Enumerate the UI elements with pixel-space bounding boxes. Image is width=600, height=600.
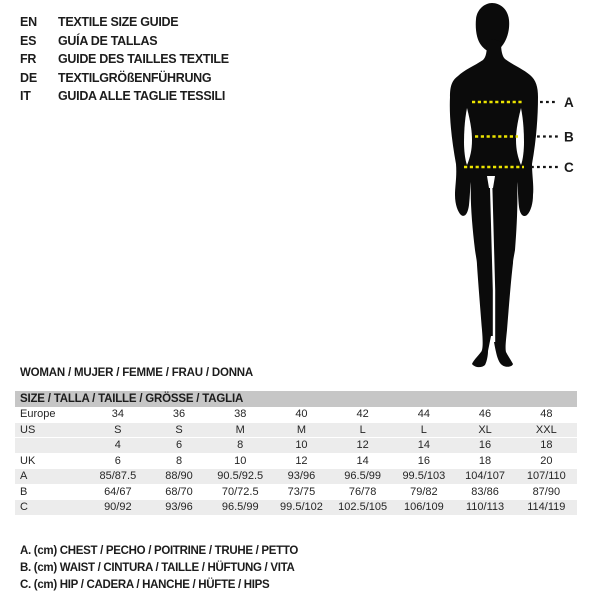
- size-cell: XL: [454, 422, 515, 438]
- size-cell: 16: [393, 453, 454, 469]
- row-label: US: [15, 422, 87, 438]
- measurement-legend: [20, 543, 298, 594]
- row-label: C: [15, 500, 87, 516]
- size-cell: 8: [210, 438, 271, 454]
- size-cell: 106/109: [393, 500, 454, 516]
- size-cell: 20: [516, 453, 577, 469]
- size-cell: 14: [332, 453, 393, 469]
- size-cell: 4: [87, 438, 148, 454]
- language-label: GUIDE DES TAILLES TEXTILE: [58, 52, 229, 67]
- size-cell: 102.5/105: [332, 500, 393, 516]
- language-title-block: [20, 13, 229, 106]
- size-cell: 107/110: [516, 469, 577, 485]
- table-row: [15, 469, 577, 485]
- language-code: IT: [20, 89, 31, 104]
- size-cell: 42: [332, 407, 393, 422]
- size-cell: 79/82: [393, 484, 454, 500]
- size-table-header: SIZE / TALLA / TAILLE / GRÖSSE / TAGLIA: [15, 391, 577, 407]
- table-row: [15, 500, 577, 516]
- size-cell: 68/70: [148, 484, 209, 500]
- size-cell: 96.5/99: [210, 500, 271, 516]
- table-row: [15, 422, 577, 438]
- size-cell: 18: [454, 453, 515, 469]
- woman-silhouette: [450, 3, 538, 367]
- size-cell: 8: [148, 453, 209, 469]
- size-cell: 93/96: [271, 469, 332, 485]
- size-cell: 44: [393, 407, 454, 422]
- size-cell: 73/75: [271, 484, 332, 500]
- size-cell: 36: [148, 407, 209, 422]
- size-cell: 114/119: [516, 500, 577, 516]
- size-cell: 85/87.5: [87, 469, 148, 485]
- size-cell: 83/86: [454, 484, 515, 500]
- language-label: GUIDA ALLE TAGLIE TESSILI: [58, 89, 226, 104]
- size-cell: 10: [210, 453, 271, 469]
- size-cell: S: [148, 422, 209, 438]
- size-cell: 90/92: [87, 500, 148, 516]
- body-measurement-diagram: [430, 0, 600, 380]
- size-cell: 38: [210, 407, 271, 422]
- size-cell: 46: [454, 407, 515, 422]
- size-cell: M: [210, 422, 271, 438]
- size-cell: 10: [271, 438, 332, 454]
- size-cell: 96.5/99: [332, 469, 393, 485]
- language-row-it: [20, 87, 229, 106]
- row-label: Europe: [15, 407, 87, 422]
- size-cell: XXL: [516, 422, 577, 438]
- table-row: [15, 484, 577, 500]
- label-C: C: [564, 160, 574, 175]
- row-label: UK: [15, 453, 87, 469]
- size-cell: 6: [87, 453, 148, 469]
- size-cell: 12: [271, 453, 332, 469]
- language-row-en: [20, 13, 229, 32]
- size-cell: 99.5/103: [393, 469, 454, 485]
- language-code: FR: [20, 52, 37, 67]
- language-label: TEXTILGRÖßENFÜHRUNG: [58, 70, 212, 85]
- legend-line: A. (cm) CHEST / PECHO / POITRINE / TRUHE / PETTO: [20, 545, 299, 557]
- size-cell: 88/90: [148, 469, 209, 485]
- size-cell: L: [393, 422, 454, 438]
- size-cell: 6: [148, 438, 209, 454]
- label-B: B: [564, 129, 574, 145]
- legend-line: B. (cm) WAIST / CINTURA / TAILLE / HÜFTUNG / VITA: [20, 562, 295, 574]
- size-cell: 76/78: [332, 484, 393, 500]
- language-code: DE: [20, 70, 37, 85]
- size-cell: 104/107: [454, 469, 515, 485]
- table-row: [15, 453, 577, 469]
- size-cell: 99.5/102: [271, 500, 332, 516]
- size-cell: 16: [454, 438, 515, 454]
- size-cell: 93/96: [148, 500, 209, 516]
- table-row: [15, 407, 577, 422]
- size-cell: 87/90: [516, 484, 577, 500]
- row-label: B: [15, 484, 87, 500]
- language-label: GUÍA DE TALLAS: [58, 33, 158, 48]
- language-row-es: [20, 32, 229, 51]
- size-cell: 18: [516, 438, 577, 454]
- size-cell: S: [87, 422, 148, 438]
- size-cell: 34: [87, 407, 148, 422]
- legend-line: C. (cm) HIP / CADERA / HANCHE / HÜFTE / HIPS: [20, 579, 270, 591]
- size-cell: 70/72.5: [210, 484, 271, 500]
- size-cell: 14: [393, 438, 454, 454]
- size-cell: 64/67: [87, 484, 148, 500]
- label-A: A: [564, 95, 574, 110]
- category-title: WOMAN / MUJER / FEMME / FRAU / DONNA: [20, 367, 254, 379]
- measure-letter-labels: [564, 95, 574, 175]
- row-label: [15, 438, 87, 454]
- language-code: EN: [20, 15, 37, 30]
- size-cell: 12: [332, 438, 393, 454]
- row-label: A: [15, 469, 87, 485]
- size-cell: 110/113: [454, 500, 515, 516]
- size-cell: 40: [271, 407, 332, 422]
- size-cell: 90.5/92.5: [210, 469, 271, 485]
- language-code: ES: [20, 33, 37, 48]
- language-label: TEXTILE SIZE GUIDE: [58, 15, 179, 30]
- size-table: [15, 391, 577, 516]
- table-row: [15, 438, 577, 454]
- size-cell: M: [271, 422, 332, 438]
- size-cell: L: [332, 422, 393, 438]
- language-row-fr: [20, 50, 229, 69]
- size-cell: 48: [516, 407, 577, 422]
- language-row-de: [20, 69, 229, 88]
